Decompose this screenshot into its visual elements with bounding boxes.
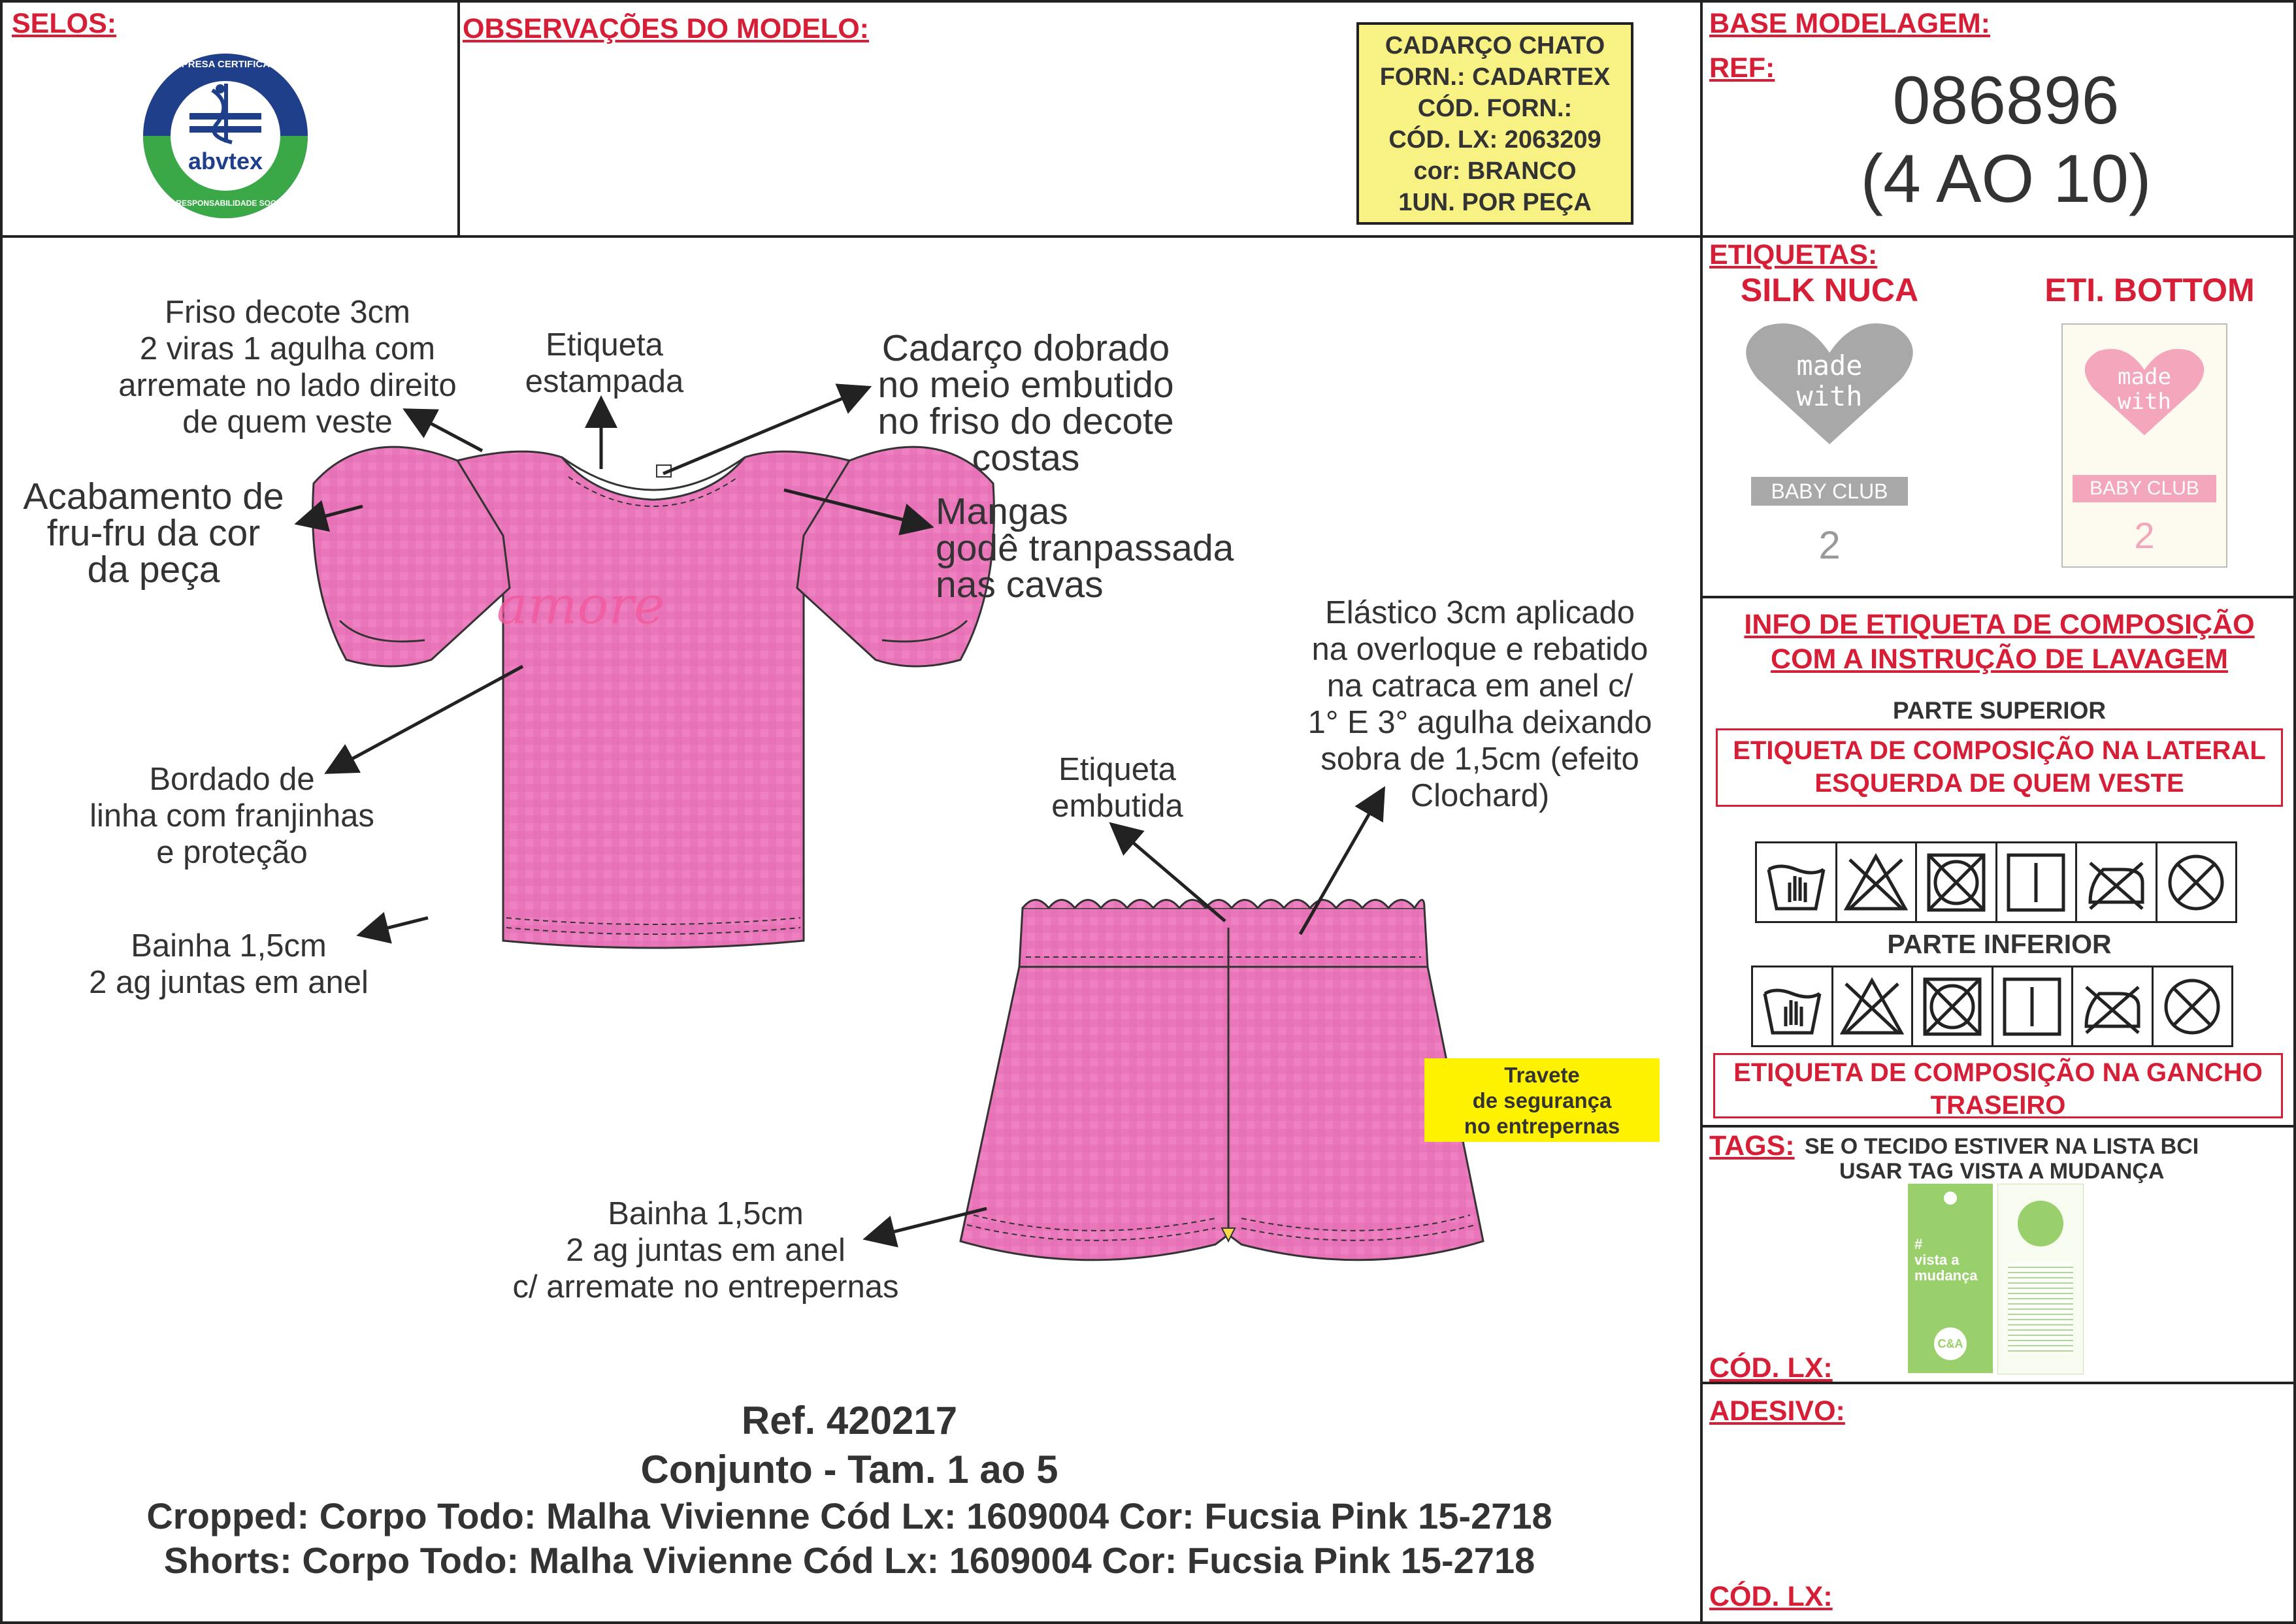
cadarco-line: CÓD. LX: 2063209 [1388, 126, 1601, 154]
acabamento-line: da peça [87, 549, 220, 591]
bainha-top-annotation [65, 928, 392, 1001]
mangas-line: nas cavas [936, 564, 1104, 606]
cadarco-line: 1UN. POR PEÇA [1398, 189, 1592, 216]
bainha-top-line: Bainha 1,5cm [131, 928, 327, 964]
composicao-lateral-line: ETIQUETA DE COMPOSIÇÃO NA LATERAL [1733, 736, 2266, 765]
elastico-line: Elástico 3cm aplicado [1325, 595, 1635, 630]
parte-inferior-label: PARTE INFERIOR [1887, 929, 2112, 959]
composicao-gancho-line: TRASEIRO [1930, 1091, 2066, 1120]
no-bleach-icon [1833, 967, 1914, 1045]
right-divider-2 [1700, 596, 2296, 598]
no-iron-icon [2073, 967, 2154, 1045]
ref-number: 086896 [1892, 63, 2120, 138]
footer-ref: Ref. 420217 [741, 1399, 958, 1442]
info-title-2: COM A INSTRUÇÃO DE LAVAGEM [1771, 643, 2228, 675]
bainha-shorts-line: c/ arremate no entrepernas [512, 1269, 899, 1305]
elastico-line: Clochard) [1410, 778, 1550, 813]
eti-made: made [2118, 364, 2171, 390]
silk-brand: BABY CLUB [1751, 477, 1908, 506]
no-tumble-dry-icon [1913, 967, 1993, 1045]
silk-size: 2 [1818, 523, 1841, 567]
mangas-line: godê tranpassada [936, 527, 1234, 569]
elastico-line: sobra de 1,5cm (efeito [1320, 741, 1639, 777]
care-symbols-inferior [1751, 966, 2233, 1047]
adesivo-label: ADESIVO: [1709, 1395, 1845, 1427]
seal-bottom-text: EM RESPONSABILIDADE SOCIAL [161, 199, 289, 208]
silk-nuca-label-image [1738, 320, 1921, 581]
right-divider-1 [1700, 235, 2296, 238]
line-dry-icon [1997, 843, 2078, 921]
bordado-line: linha com franjinhas [90, 798, 374, 834]
no-tumble-dry-icon [1917, 843, 1997, 921]
mangas-annotation [936, 491, 1262, 606]
eti-brand: BABY CLUB [2073, 475, 2216, 502]
etiqueta-embutida-line: Etiqueta [1058, 752, 1176, 787]
base-modelagem-label: BASE MODELAGEM: [1709, 8, 1990, 39]
cropped-top-drawing [313, 447, 994, 948]
friso-annotation [91, 294, 484, 440]
selos-label: SELOS: [12, 8, 117, 39]
shorts-drawing [960, 900, 1483, 1260]
cadarco-line: FORN.: CADARTEX [1379, 63, 1611, 91]
no-dry-clean-icon [2157, 843, 2236, 921]
composicao-gancho-line: ETIQUETA DE COMPOSIÇÃO NA GANCHO [1733, 1058, 2263, 1087]
eti-bottom-label: ETI. BOTTOM [2044, 272, 2255, 308]
cadarco-dobrado-line: no meio embutido [877, 364, 1174, 406]
cadarco-dobrado-line: costas [972, 437, 1080, 479]
right-divider-3 [1700, 1125, 2296, 1128]
friso-line: arremate no lado direito [118, 368, 457, 403]
etiqueta-estampada-annotation [497, 327, 712, 400]
cadarco-dobrado-line: no friso do decote [877, 400, 1174, 442]
bainha-shorts-annotation [497, 1195, 915, 1305]
ref-label: REF: [1709, 52, 1775, 84]
silk-nuca-label: SILK NUCA [1740, 272, 1919, 308]
line-dry-icon [1993, 967, 2074, 1045]
embroidery-text: amore [497, 575, 665, 636]
seal-brand: abvtex [188, 148, 263, 174]
elastico-annotation [1274, 594, 1686, 814]
bainha-shorts-line: Bainha 1,5cm [608, 1196, 804, 1231]
travete-note [1424, 1058, 1660, 1142]
eti-bottom-label-image [2061, 323, 2227, 568]
travete-line: Travete [1504, 1063, 1580, 1087]
bordado-annotation [59, 761, 405, 871]
friso-line: de quem veste [182, 404, 393, 440]
bordado-line: e proteção [156, 835, 308, 870]
cadarco-line: CADARÇO CHATO [1385, 32, 1605, 59]
etiquetas-label: ETIQUETAS: [1709, 239, 1878, 270]
cadarco-dobrado-annotation [830, 327, 1222, 479]
elastico-line: na catraca em anel c/ [1326, 668, 1633, 704]
tags-note-1: SE O TECIDO ESTIVER NA LISTA BCI [1805, 1134, 2199, 1159]
footer-shorts: Shorts: Corpo Todo: Malha Vivienne Cód Lx: 1609004 Cor: Fucsia Pink 15-2718 [163, 1540, 1535, 1581]
elastico-line: 1° E 3° agulha deixando [1307, 705, 1652, 740]
right-panel-divider [1700, 0, 1703, 1624]
cod-lx-label-2: CÓD. LX: [1709, 1581, 1833, 1612]
bainha-shorts-line: 2 ag juntas em anel [566, 1233, 845, 1268]
etiqueta-estampada-line: Etiqueta [546, 327, 663, 363]
no-dry-clean-icon [2154, 967, 2232, 1045]
composicao-gancho-box [1713, 1053, 2283, 1118]
tag-hash: # [1914, 1236, 1923, 1252]
cadarco-line: CÓD. FORN.: [1417, 95, 1573, 122]
tag-leaf-icon [2018, 1201, 2063, 1246]
hand-wash-icon [1753, 967, 1833, 1045]
composicao-lateral-line: ESQUERDA DE QUEM VESTE [1814, 769, 2184, 798]
bordado-line: Bordado de [149, 762, 315, 797]
travete-line: no entrepernas [1464, 1114, 1620, 1138]
silk-with: with [1796, 380, 1863, 412]
ref-sizes: (4 AO 10) [1860, 141, 2152, 217]
tags-note-2: USAR TAG VISTA A MUDANÇA [1839, 1159, 2165, 1184]
observacoes-label: OBSERVAÇÕES DO MODELO: [463, 13, 869, 44]
cadarco-dobrado-line: Cadarço dobrado [881, 327, 1170, 369]
silk-made: made [1796, 349, 1863, 382]
etiqueta-embutida-annotation [1019, 751, 1215, 824]
tag-vista: vista a [1914, 1252, 1960, 1268]
eti-size: 2 [2134, 515, 2155, 556]
tag-brand-logo: C&A [1934, 1327, 1967, 1360]
etiqueta-estampada-line: estampada [525, 364, 684, 399]
no-iron-icon [2077, 843, 2157, 921]
no-bleach-icon [1837, 843, 1918, 921]
mangas-line: Mangas [936, 491, 1068, 532]
eti-with: with [2118, 389, 2171, 415]
vista-a-mudanca-tag-front [1908, 1184, 1993, 1373]
etiqueta-embutida-line: embutida [1051, 788, 1183, 824]
friso-line: Friso decote 3cm [165, 295, 410, 330]
footer-cropped: Cropped: Corpo Todo: Malha Vivienne Cód Lx: 1609004 Cor: Fucsia Pink 15-2718 [146, 1495, 1552, 1536]
cod-lx-label-1: CÓD. LX: [1709, 1352, 1833, 1384]
care-symbols-superior [1755, 841, 2237, 923]
composicao-lateral-box [1716, 728, 2283, 807]
tag-mudanca: mudança [1914, 1267, 1978, 1284]
acabamento-line: fru-fru da cor [46, 512, 261, 554]
bainha-top-line: 2 ag juntas em anel [89, 965, 369, 1000]
elastico-line: na overloque e rebatido [1311, 632, 1648, 667]
cadarco-line: cor: BRANCO [1413, 157, 1577, 185]
hand-wash-icon [1757, 843, 1837, 921]
friso-line: 2 viras 1 agulha com [139, 331, 436, 366]
vista-a-mudanca-tag-back [1997, 1184, 2084, 1374]
footer-conjunto: Conjunto - Tam. 1 ao 5 [640, 1448, 1058, 1491]
acabamento-line: Acabamento de [23, 476, 284, 517]
acabamento-annotation [13, 476, 294, 591]
travete-line: de segurança [1472, 1088, 1612, 1112]
info-title-1: INFO DE ETIQUETA DE COMPOSIÇÃO [1744, 609, 2255, 640]
tag-hole [1944, 1192, 1957, 1205]
seal-top-text: EMPRESA CERTIFICADA [167, 59, 284, 70]
tags-label: TAGS: [1709, 1130, 1795, 1161]
parte-superior-label: PARTE SUPERIOR [1892, 697, 2107, 724]
tag-fine-print [2008, 1263, 2073, 1354]
